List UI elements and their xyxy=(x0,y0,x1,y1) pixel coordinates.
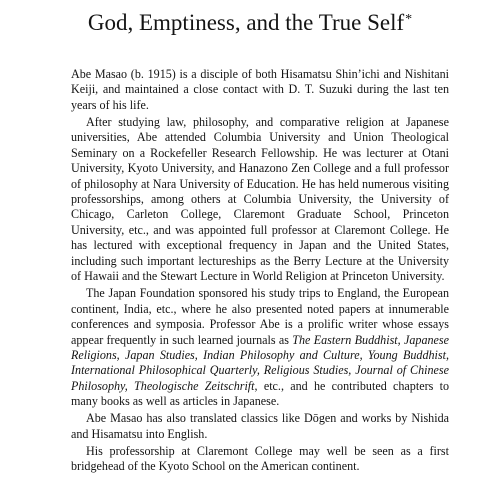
paragraph-3-intro: The Japan Foundation sponsored his study trips to England, the European continent, India, etc., where he also presented noted papers at innumerable conferences and symposia. Professor Abe is a prolific writer whose essays appear frequently in such learned journals as xyxy=(71,286,449,347)
page-title-text: God, Emptiness, and the True Self xyxy=(87,10,405,35)
footnote-marker: * xyxy=(405,12,413,27)
body-text xyxy=(71,67,449,477)
paragraph-4: Abe Masao has also translated classics like Dōgen and works by Nishida and Hisamatsu into English. xyxy=(71,411,449,441)
paragraph-3-end: , etc., and he contributed chapters to many books as well as articles in Japanese. xyxy=(71,378,449,409)
page-title xyxy=(0,8,500,38)
paragraph-1: Abe Masao (b. 1915) is a disciple of both Hisamatsu Shin’ichi and Nishitani Keiji, and maintained a close contact with D. T. Suzuki during the last ten years of his life. xyxy=(71,67,449,112)
paragraph-5: His professorship at Claremont College may well be seen as a first bridgehead of the Kyoto School on the American continent. xyxy=(71,443,449,474)
journal-list: The Eastern Buddhist, Japanese Religions, Japan Studies, Indian Philosophy and Culture, Young Buddhist, International Philosophical Quarterly, Religious Studies, Journal of Chinese Philosophy, Theologische Zeitschrift xyxy=(71,332,449,393)
paragraph-3 xyxy=(71,286,449,409)
paragraph-2: After studying law, philosophy, and comparative religion at Japanese universities, Abe attended Columbia University and Union Theological Seminary on a Rockefeller Research Fellowship. He was lecturer at Otani University, Kyoto University, and Hanazono Zen College and a full professor of philosophy at Nara University of Education. He has held numerous visiting professorships, among others at Columbia University, the University of Chicago, Carleton College, Claremont Graduate School, Princeton University, etc., and was appointed full professor at Claremont College. He has lectured with exceptional frequency in Japan and the United States, including such important lectureships as the Berry Lecture at the University of Hawaii and the Stewart Lecture in World Religion at Princeton University. xyxy=(71,115,449,284)
